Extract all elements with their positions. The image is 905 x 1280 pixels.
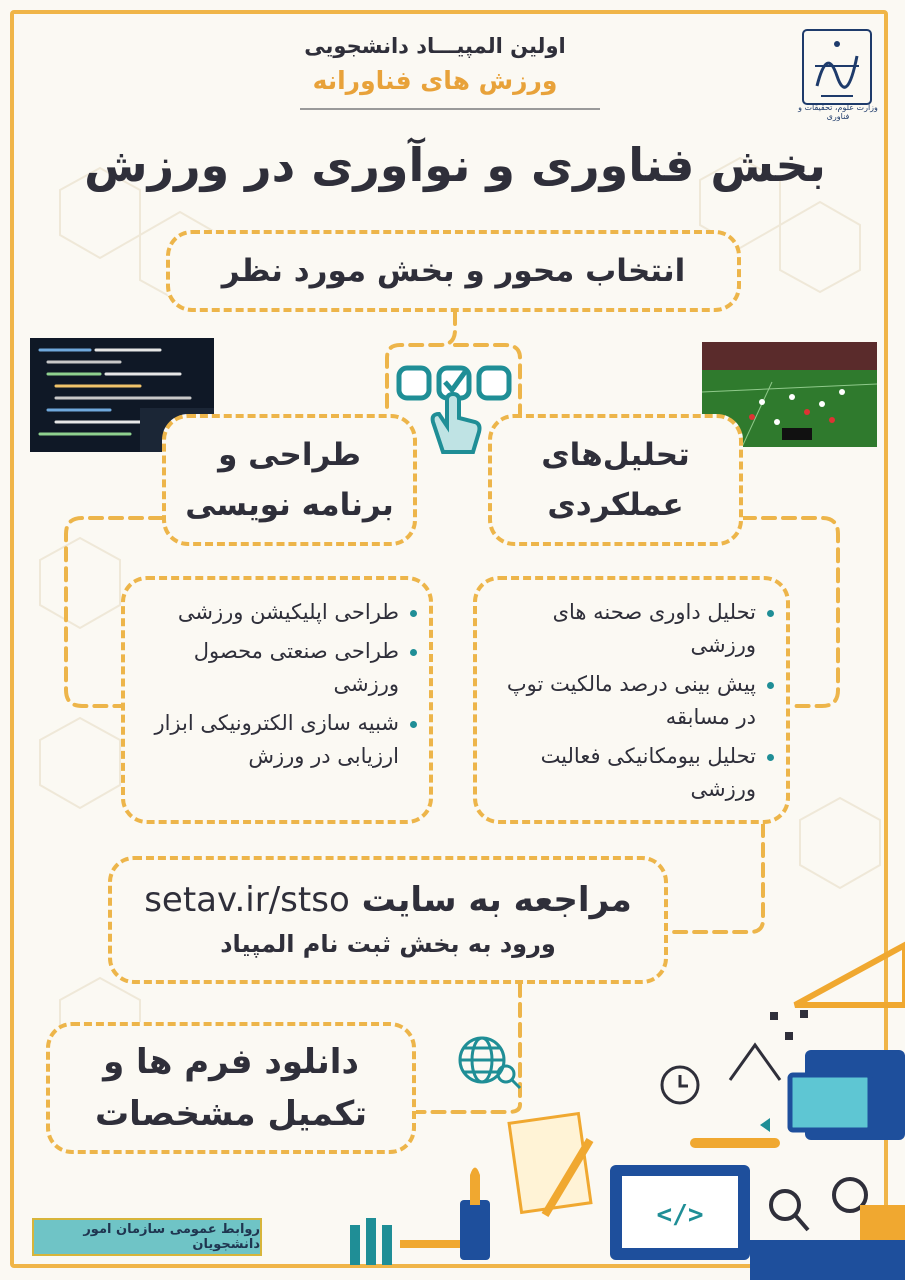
- list-item: تحلیل داوری صحنه های ورزشی: [491, 596, 774, 662]
- list-item: تحلیل بیومکانیکی فعالیت ورزشی: [491, 740, 774, 806]
- footer-credit-badge: [32, 1218, 262, 1256]
- analysis-title-line2: عملکردی: [547, 487, 684, 523]
- logo-caption: وزارت علوم، تحقیقات و فناوری: [798, 103, 878, 121]
- visit-site-line: [144, 876, 632, 924]
- design-programming-box: [162, 414, 417, 546]
- design-items-list: [121, 576, 433, 824]
- education-tools-illustration: [330, 940, 905, 1280]
- list-item: شبیه سازی الکترونیکی ابزار ارزیابی در ورزش: [139, 707, 417, 773]
- page-title: بخش فناوری و نوآوری در ورزش: [84, 138, 826, 192]
- list-item: طراحی اپلیکیشن ورزشی: [139, 596, 417, 629]
- select-branch-box: [166, 230, 741, 312]
- select-branch-label: انتخاب محور و بخش مورد نظر: [221, 253, 686, 289]
- list-item: پیش بینی درصد مالکیت توپ در مسابقه: [491, 668, 774, 734]
- list-item: طراحی صنعتی محصول ورزشی: [139, 635, 417, 701]
- olympiad-subtitle: ورزش های فناورانه: [312, 66, 558, 95]
- footer-credit-text: روابط عمومی سازمان امور دانشجویان: [83, 1222, 260, 1252]
- svg-text:</>: </>: [656, 1200, 704, 1230]
- design-title-line1: طراحی و: [218, 437, 361, 473]
- visit-site-prefix: مراجعه به سایت: [361, 880, 632, 920]
- download-line1: دانلود فرم ها و: [103, 1042, 359, 1082]
- download-line2: تکمیل مشخصات: [95, 1094, 367, 1134]
- design-title-line2: برنامه نویسی: [185, 487, 394, 523]
- header-divider: [300, 108, 600, 110]
- site-url-link[interactable]: setav.ir/stso: [144, 880, 350, 920]
- performance-analysis-box: [488, 414, 743, 546]
- olympiad-title: اولین المپیـــاد دانشجویی: [304, 34, 566, 58]
- analysis-items-list: [473, 576, 790, 824]
- analysis-title-line1: تحلیل‌های: [541, 437, 690, 473]
- register-instruction: ورود به بخش ثبت نام المپیاد: [220, 930, 556, 958]
